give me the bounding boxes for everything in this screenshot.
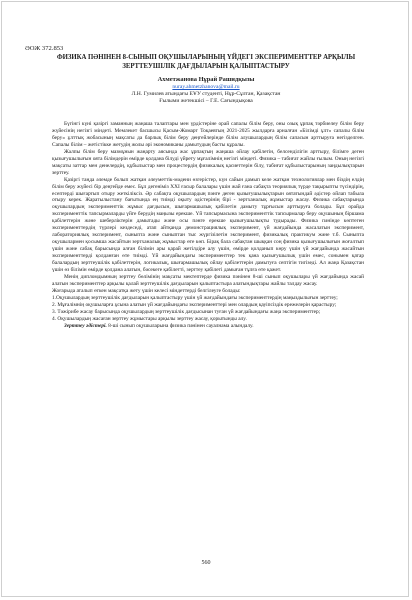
task-item: 2. Мұғалімнің оқушыларға ұсына алатын үй жағдайындағы эксперименттері мен олардың қауіпсіздік ережелерін қарастыру; xyxy=(52,301,337,308)
task-item: 4. Оқушылардың жасаған зерттеу жұмыстары арқылы зерттеу жасау, қорытынды алу. xyxy=(52,315,247,322)
author-affiliation: Л.Н. Гумилев атындағы ЕҰУ студенті, Нұр-Сұлтан, Қазақстан xyxy=(131,91,281,98)
author-name: Ахметжанова Нұрай Рашидқызы xyxy=(157,76,255,83)
methods-heading: Зерттеу әдістері. xyxy=(64,322,107,329)
paragraph: Бүгінгі күні қазіргі заманның жаңаша талаптары мен үрдістеріне орай сапалы білім беру, оны озық ұрпақ тәрбиелеу білім беру жүйесінің негізгі міндеті. Мемлекет басшысы Қасым-Жомарт Тоқаевтың 2021-2025 жылдарға арналған «Білімді ұлт» сапалы білім беру» ұлттық жобасының мақсаты да барлық білім беру деңгейлерінде білім алушылардың білім сапасын арттыруға негізделген. Сапалы білім – жетістікке жетудің жолы әрі экономиканы дамытудың басты құралы. xyxy=(52,121,364,148)
page-number: 560 xyxy=(201,560,211,566)
paragraph: Қазіргі таңда әлемде болып жатқан әлеуметтік-мәдени өзгерістер, күн сайын дамып келе жатқан технологиялар мен біздің елдің білім беру жүйесі бір деңгейде емес. Бұл дегеніміз XXI ғасыр балалары үшін жай ғана сабақта теориялық түрде тақырыпты түсіндірің, есептерді шығартып отыру жеткіліксіз. Әр сабақта оқушылардың пәнге деген қызығушылықтарын оятатындай әдістер ойлап табыла отыру керек. Жаратылыстану бағытында ең тиімді оқыту әдістерінің бірі - зертханалық жұмыстар жасау. Физика сабақтарында оқушылардың эксперименттік жұмыс дағдысын, шығармашылық қабілетін дамыту тұрғысын арттыруға болады. Бұл орайда эксперименттік тапсырмаларды үйге берудің маңызы ерекше. Үй тапсырмасына эксперименттік тапсырмалар беру оқушының біршама қабілеттерін және шеберліктерін дамытады және осы пәнге ерекше қызығушылықты тудырады. Физика пәнінде көптеген эксперименттердің түрлері кездеседі, атап айтқанда демонстрациялық эксперимент, үй жағдайында жасалатын эксперимент, лабораториялық эксперимент, сыныпта және сыныптан тыс жүргізілетін эксперимент, физикалық практикум және т.б. Сыныпта оқушылармен қосымша жасайтын зертханалық жұмыстар өте көп. Бірақ бала сабақтан шыққан соң физика қызығушылығын жоғалтып үшін және сабақ барысында алған білімін ары қарай жетілдіре алу үшін, өмірде қолданып көру үшін үй жағдайында жасайтын эксперименттерді қолданған өте тиімді. Үй жағдайындағы эксперименттер тек қана қызығушылық үшін емес, сонымен қатар балалардың зерттеушілік қабілеттерін, логикалық, шығармашылық ойлау қабілеттерін дамытуға септігін тигізеді. Ал жаңа Қазақстан үшін өз білімін өмірде қолдана алатын, бәсекеге қабілетті, зерттеу қабілеті дамыған тұлға өте қажет. xyxy=(52,176,364,274)
supervisor: Ғылыми жетекшісі – Г.Е. Сағындықова xyxy=(159,98,253,105)
task-item: 1.Оқушылардың зерттеушілік дағдыларын қалыптастыру үшін үй жағдайындағы эксперименттердің маңыздылығын зерттеу; xyxy=(52,294,338,301)
paper-title: ФИЗИКА ПӘНІНЕН 8-СЫНЫП ОҚУШЫЛАРЫНЫҢ ҮЙДЕГІ ЭКСПЕРИМЕНТТЕР АРҚЫЛЫ ЗЕРТТЕУШІЛІК ДАҒДЫЛАРЫН ҚАЛЫПТАСТЫРУ xyxy=(56,54,356,70)
paper-body xyxy=(52,121,364,330)
methods-paragraph xyxy=(52,323,364,330)
paragraph: Жалпы білім беру мазмұнын жаңарту аясында жас ұрпақтың жаңаша ойлау қабілетін, белсенділігін арттыру, білімге деген қызығушылығын оята білімдерін өмірде қолдана білуді үйрету мұғалімнің негізгі міндеті. Физика – табиғат жайлы ғылым. Оның негізгі мақсаты заттар мен денелердің, құбылыстар мен процестердің физикалық қасиеттерін білу, табиғат құбылыстарының заңдылықтарын зерттеу. xyxy=(52,148,364,176)
task-item: 3. Тәжірибе жасау барысында оқушылардың зерттеушілік дағдысынан туған үй жағдайындағы жаңа эксперименттер; xyxy=(52,308,321,315)
udc-code: ӘОЖ 372.853 xyxy=(25,45,64,52)
methods-text: 8-ші сынып оқушыларына физика пәнінен сауалнама алындалу. xyxy=(106,322,254,329)
tasks-intro: Жоғарыда аталып өткен мақсатқа жету үшін келесі міндеттерді белгілеуге болады: xyxy=(52,287,241,294)
paragraph: Менің дипломдымның зерттеу бөлімінің мақсаты мектептерде физика пәнінен 8-ші сынып оқушылары үй жағдайында жасай алатын эксперименттер арқылы қалай зерттеушілік дағдыларын қалыптастыра алатындықтары жайлы талдау жасау. xyxy=(52,273,364,287)
author-email-link[interactable]: nuray.ahmetzhanova@mail.ru xyxy=(172,84,240,90)
author-block xyxy=(60,76,352,105)
